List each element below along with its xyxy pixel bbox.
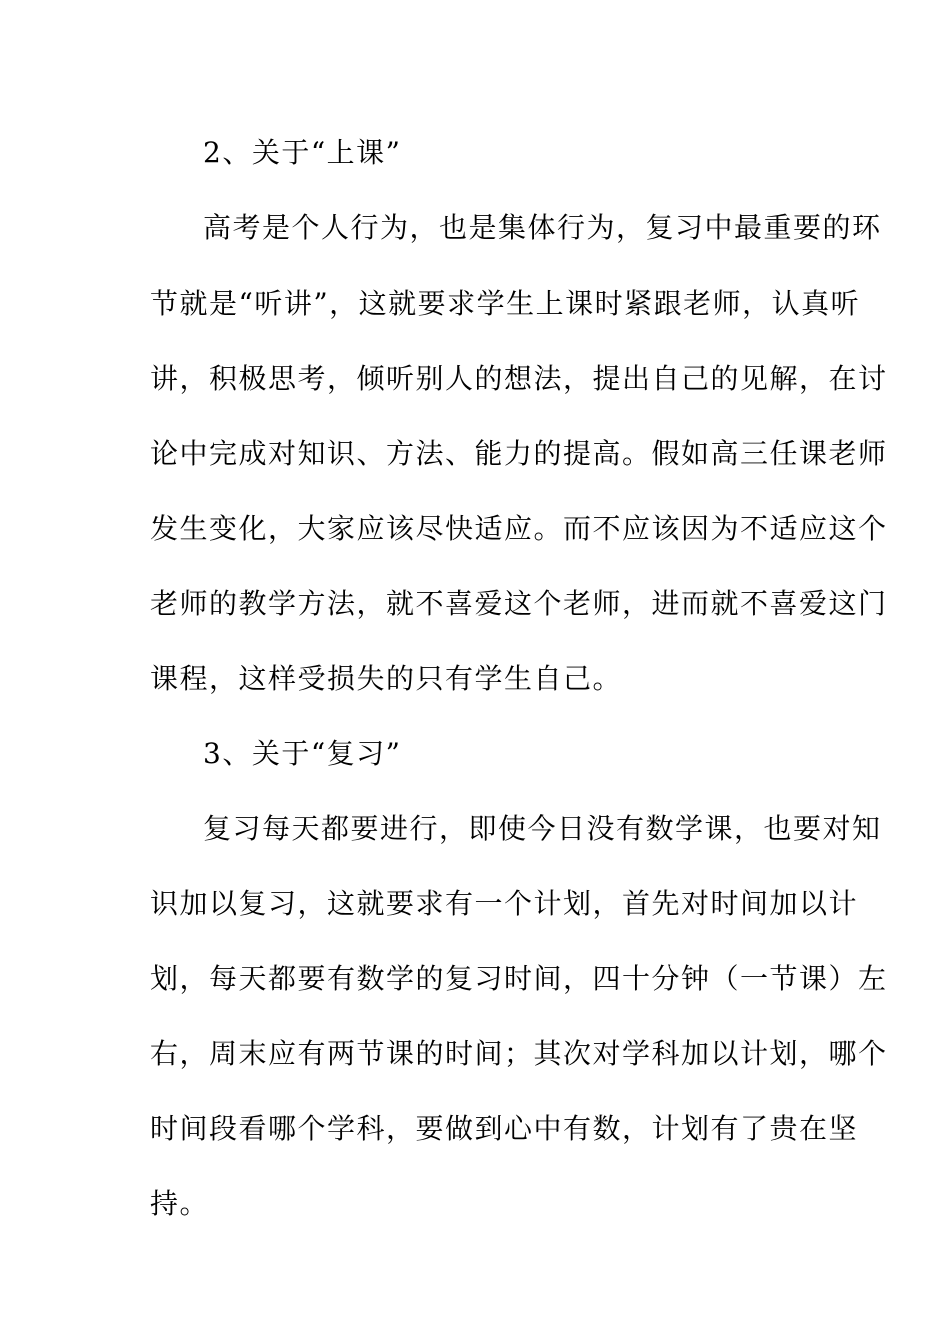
paragraph-line: 划，每天都要有数学的复习时间，四十分钟（一节课）左 — [150, 962, 888, 995]
paragraph-line: 论中完成对知识、方法、能力的提高。假如高三任课老师 — [150, 437, 888, 470]
paragraph-line: 持。 — [150, 1187, 210, 1220]
paragraph-line: 课程，这样受损失的只有学生自己。 — [150, 662, 623, 695]
paragraph-line: 时间段看哪个学科，要做到心中有数，计划有了贵在坚 — [150, 1112, 859, 1145]
paragraph-line: 发生变化，大家应该尽快适应。而不应该因为不适应这个 — [150, 512, 888, 545]
paragraph-line: 高考是个人行为，也是集体行为，复习中最重要的环 — [203, 211, 882, 244]
section-heading-attending-class: 2、关于“上课” — [203, 136, 402, 169]
paragraph-line: 节就是“听讲”，这就要求学生上课时紧跟老师，认真听 — [150, 287, 861, 320]
paragraph-line: 识加以复习，这就要求有一个计划，首先对时间加以计 — [150, 887, 859, 920]
section-heading-review: 3、关于“复习” — [203, 737, 402, 770]
paragraph-line: 复习每天都要进行，即使今日没有数学课，也要对知 — [203, 812, 882, 845]
paragraph-line: 讲，积极思考，倾听别人的想法，提出自己的见解，在讨 — [150, 362, 888, 395]
paragraph-line: 右，周末应有两节课的时间；其次对学科加以计划，哪个 — [150, 1037, 888, 1070]
paragraph-line: 老师的教学方法，就不喜爱这个老师，进而就不喜爱这门 — [150, 587, 888, 620]
